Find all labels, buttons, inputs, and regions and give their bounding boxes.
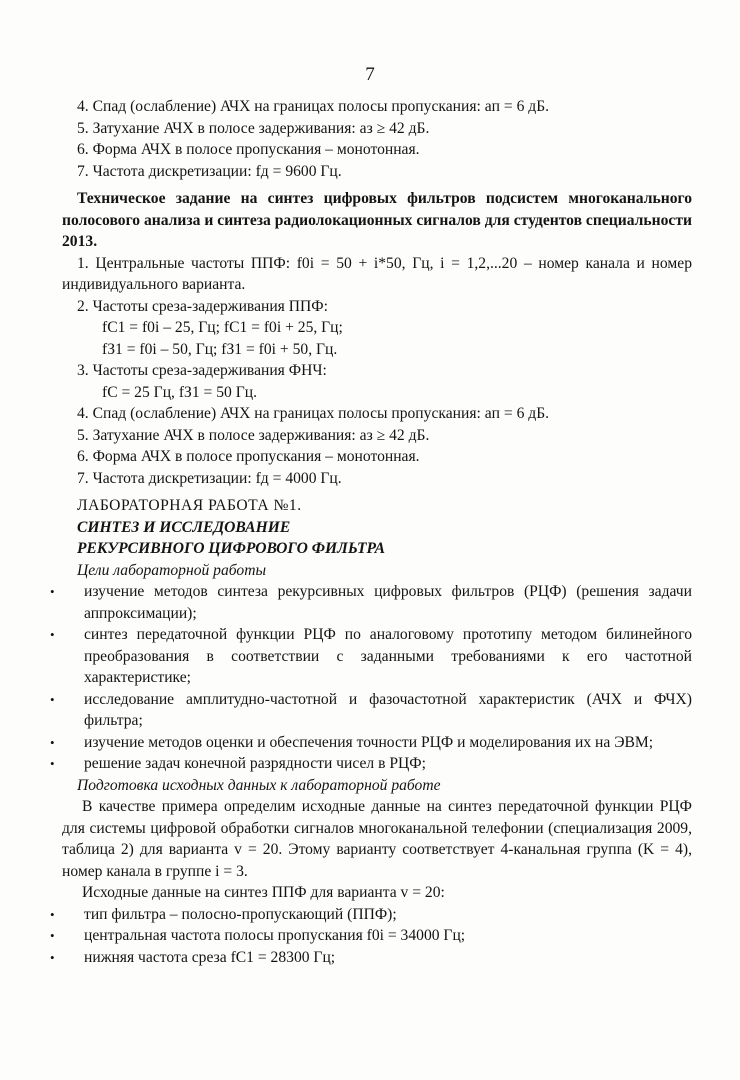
- lab-title-line-2: СИНТЕЗ И ИССЛЕДОВАНИЕ: [77, 518, 291, 536]
- tech-task-heading: Техническое задание на синтез цифровых фильтров подсистем многоканального полосового анализа и синтеза радиолокационных сигналов для студентов специальности 2013.: [62, 190, 692, 250]
- top-list-item-7: 7. Частота дискретизации: fд = 9600 Гц.: [77, 162, 342, 180]
- page-number: 7: [365, 64, 375, 85]
- spec-item-1: 1. Центральные частоты ППФ: f0i = 50 + i*50, Гц, i = 1,2,...20 – номер канала и номер индивидуального варианта.: [62, 254, 692, 293]
- goals-heading: Цели лабораторной работы: [77, 561, 267, 579]
- bullet-icon: •: [50, 756, 55, 771]
- page-content: [50, 96, 692, 968]
- spec-item-3: 3. Частоты среза-задерживания ФНЧ:: [77, 362, 327, 379]
- bullet-icon: •: [50, 928, 55, 943]
- goal-item: • решение задач конечной разрядности чисел в РЦФ;: [62, 753, 692, 775]
- goal-item: • изучение методов синтеза рекурсивных цифровых фильтров (РЦФ) (решения задачи аппроксимации);: [50, 583, 692, 622]
- goals-list: [50, 581, 692, 775]
- spec-item-4: 4. Спад (ослабление) АЧХ на границах полосы пропускания: aп = 6 дБ.: [77, 405, 550, 422]
- top-list-item-5: 5. Затухание АЧХ в полосе задерживания: aз ≥ 42 дБ.: [77, 119, 430, 137]
- source-item: • нижняя частота среза fC1 = 28300 Гц;: [62, 947, 692, 969]
- bullet-icon: •: [50, 734, 55, 750]
- spec-item-2: 2. Частоты среза-задерживания ППФ:: [77, 297, 328, 315]
- bullet-icon: •: [50, 949, 55, 965]
- source-heading: Исходные данные на синтез ППФ для варианта v = 20:: [82, 884, 445, 901]
- top-list-item-4: 4. Спад (ослабление) АЧХ на границах полосы пропускания: aп = 6 дБ.: [77, 98, 550, 115]
- source-list: [50, 904, 692, 969]
- goal-item: • изучение методов оценки и обеспечения точности РЦФ и моделирования их на ЭВМ;: [62, 732, 692, 754]
- lab-title-line-3: РЕКУРСИВНОГО ЦИФРОВОГО ФИЛЬТРА: [77, 540, 386, 557]
- spec-item-7: 7. Частота дискретизации: fд = 4000 Гц.: [77, 469, 342, 487]
- spec-item-2-line-2: fЗ1 = f0i – 50, Гц; fЗ1 = f0i + 50, Гц.: [102, 340, 338, 358]
- lab-title: [62, 495, 692, 560]
- top-list-item-6: 6. Форма АЧХ в полосе пропускания – монотонная.: [77, 141, 420, 158]
- bullet-icon: •: [50, 584, 55, 599]
- bullet-icon: •: [50, 691, 55, 707]
- lab-title-line-1: ЛАБОРАТОРНАЯ РАБОТА №1.: [77, 497, 302, 514]
- spec-item-6: 6. Форма АЧХ в полосе пропускания – монотонная.: [77, 448, 420, 465]
- spec-item-2-line-1: fC1 = f0i – 25, Гц; fC1 = f0i + 25, Гц;: [102, 319, 343, 336]
- prep-paragraph: В качестве примера определим исходные данные на синтез передаточной функции РЦФ для системы цифровой обработки сигналов многоканальной телефонии (специализация 2009, таблица 2) для варианта v = 20. Этому варианту соответствует 4-канальная группа (K = 4), номер канала в группе i = 3.: [62, 798, 692, 880]
- spec-item-3-line-1: fC = 25 Гц, fЗ1 = 50 Гц.: [102, 383, 257, 401]
- source-item: • тип фильтра – полосно-пропускающий (ППФ);: [62, 904, 692, 926]
- spec-item-5: 5. Затухание АЧХ в полосе задерживания: aз ≥ 42 дБ.: [77, 426, 430, 444]
- bullet-icon: •: [50, 906, 55, 922]
- goal-item: • исследование амплитудно-частотной и фазочастотной характеристик (АЧХ и ФЧХ) фильтра;: [50, 690, 692, 729]
- goal-item: • синтез передаточной функции РЦФ по аналоговому прототипу методом билинейного преобразования в соответствии с заданными требованиями к его частотной характеристике;: [50, 626, 692, 686]
- prep-heading: Подготовка исходных данных к лабораторной работе: [77, 776, 441, 794]
- bullet-icon: •: [50, 627, 55, 642]
- source-item: • центральная частота полосы пропускания f0i = 34000 Гц;: [62, 925, 692, 947]
